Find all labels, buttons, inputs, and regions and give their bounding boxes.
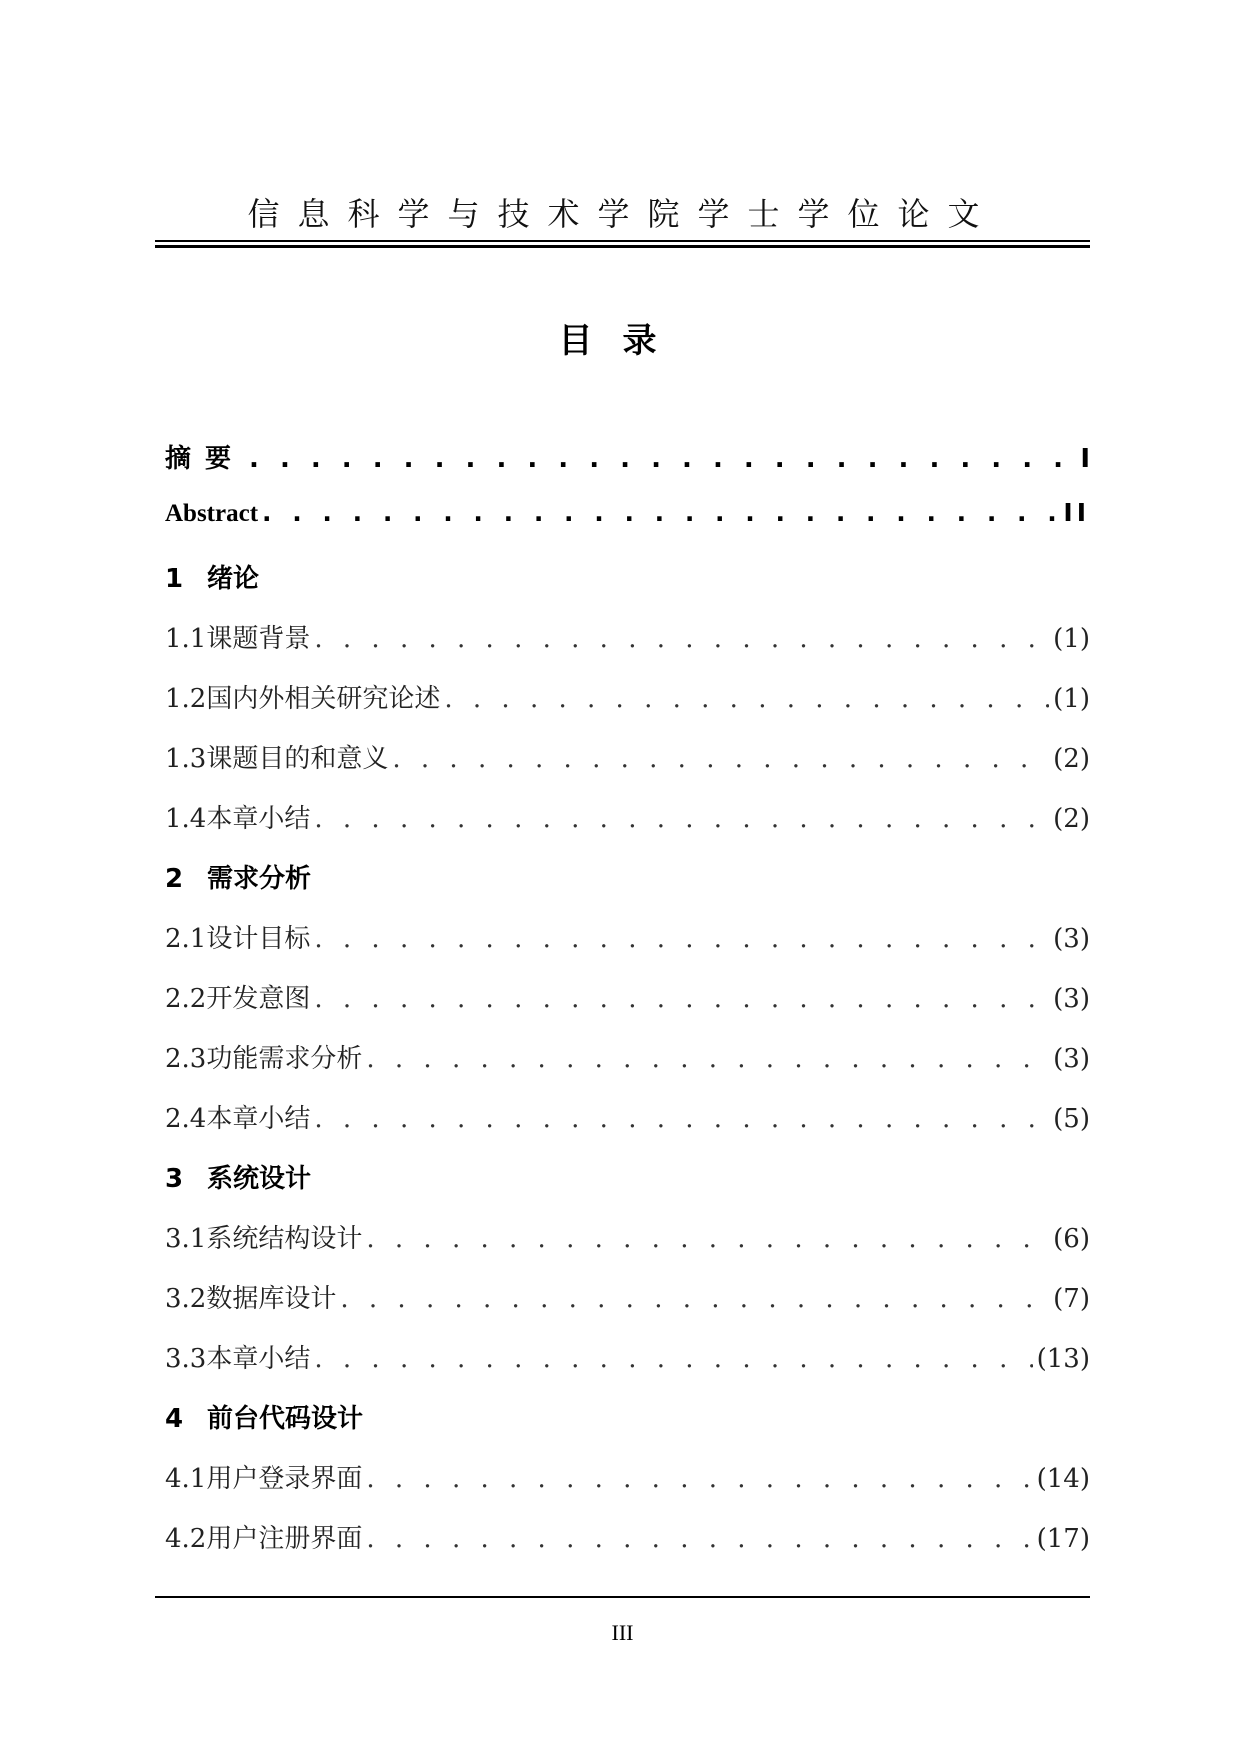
toc-entry-label <box>165 1278 336 1315</box>
running-header: 信息科学与技术学院学士学位论文 <box>247 195 998 233</box>
dot-leader <box>249 444 1076 474</box>
chapter-title: 绪论 <box>207 564 260 594</box>
section-number: 3.3 <box>165 1344 207 1374</box>
section-title: 课题背景 <box>206 624 311 654</box>
section-number: 1.2 <box>165 684 207 714</box>
section-title: 国内外相关研究论述 <box>206 684 441 714</box>
section-number: 3.1 <box>165 1224 207 1254</box>
toc-chapter-heading <box>165 1158 1090 1204</box>
chapter-title: 需求分析 <box>207 864 312 894</box>
section-number: 2.3 <box>165 1044 207 1074</box>
toc-chapter-heading <box>165 1398 1090 1444</box>
dot-leader <box>314 804 1049 834</box>
footer-rule <box>155 1596 1090 1598</box>
dot-leader <box>340 1284 1049 1314</box>
toc-entry <box>165 738 1090 784</box>
toc-chapter-heading <box>165 858 1090 904</box>
dot-leader <box>314 984 1049 1014</box>
toc-entry <box>165 438 1090 484</box>
toc-page-number: II <box>1063 498 1090 527</box>
toc-entry <box>165 1218 1090 1264</box>
section-title: 用户注册界面 <box>206 1524 363 1554</box>
toc-page-number: (5) <box>1053 1104 1090 1134</box>
toc-page-number: I <box>1080 444 1090 474</box>
toc-entry-label <box>165 438 245 475</box>
section-title: 本章小结 <box>206 1104 311 1134</box>
toc-entry-label <box>165 978 310 1015</box>
toc-entry <box>165 1098 1090 1144</box>
toc-entry <box>165 978 1090 1024</box>
section-number: 3.2 <box>165 1284 207 1314</box>
section-number: 1.4 <box>165 804 207 834</box>
toc-entry <box>165 1278 1090 1324</box>
toc-entry-label <box>165 618 310 655</box>
toc-page-number: (13) <box>1036 1344 1090 1374</box>
section-number: 2.1 <box>165 924 207 954</box>
toc-entry <box>165 1518 1090 1564</box>
toc-entry-label <box>165 1518 362 1555</box>
chapter-number: 2 <box>165 864 184 894</box>
toc-entry <box>165 1038 1090 1084</box>
toc-page-number: (17) <box>1036 1524 1090 1554</box>
toc-page-number: (14) <box>1036 1464 1090 1494</box>
toc-entry-label <box>165 798 310 835</box>
toc-page-number: (7) <box>1053 1284 1090 1314</box>
footer-page-number: III <box>611 1620 634 1645</box>
toc-entry-label <box>165 918 310 955</box>
chapter-title: 前台代码设计 <box>207 1404 364 1434</box>
toc-entry <box>165 618 1090 664</box>
header-rule-thick <box>155 245 1090 248</box>
chapter-number: 1 <box>165 564 184 594</box>
section-title: 课题目的和意义 <box>206 744 389 774</box>
toc-entry-label <box>165 500 258 528</box>
toc-entry <box>165 678 1090 724</box>
chapter-number: 4 <box>165 1404 184 1434</box>
section-title: 数据库设计 <box>206 1284 337 1314</box>
toc-entry-label <box>165 1038 362 1075</box>
section-title: 本章小结 <box>206 804 311 834</box>
section-title: 系统结构设计 <box>206 1224 363 1254</box>
section-number: 4.1 <box>165 1464 207 1494</box>
toc-entry <box>165 1338 1090 1384</box>
chapter-number: 3 <box>165 1164 184 1194</box>
toc-page-number: (2) <box>1053 804 1090 834</box>
toc-page-number: (3) <box>1053 1044 1090 1074</box>
section-number: 1.3 <box>165 744 207 774</box>
section-title: 开发意图 <box>206 984 311 1014</box>
toc-entry <box>165 1458 1090 1504</box>
toc-entry-title: 摘要 <box>165 444 246 474</box>
toc-entry-label <box>165 678 440 715</box>
section-number: 4.2 <box>165 1524 207 1554</box>
toc-entry <box>165 918 1090 964</box>
dot-leader <box>366 1464 1032 1494</box>
header-rule-thin <box>155 240 1090 242</box>
dot-leader <box>444 684 1049 714</box>
dot-leader <box>366 1524 1032 1554</box>
toc-entry-label <box>165 738 388 775</box>
toc-page-number: (1) <box>1053 684 1090 714</box>
dot-leader <box>314 1344 1032 1374</box>
section-title: 本章小结 <box>206 1344 311 1374</box>
section-title: 功能需求分析 <box>206 1044 363 1074</box>
section-title: 设计目标 <box>206 924 311 954</box>
toc-entry <box>165 498 1090 544</box>
toc-page-number: (1) <box>1053 624 1090 654</box>
dot-leader <box>314 1104 1049 1134</box>
toc-entry-label <box>165 1218 362 1255</box>
toc-page-number: (3) <box>1053 984 1090 1014</box>
dot-leader <box>392 744 1049 774</box>
toc-title: 目录 <box>558 321 687 361</box>
section-number: 1.1 <box>165 624 207 654</box>
dot-leader <box>262 498 1059 527</box>
dot-leader <box>366 1044 1049 1074</box>
section-title: 用户登录界面 <box>206 1464 363 1494</box>
section-number: 2.2 <box>165 984 207 1014</box>
toc-entry-label <box>165 1098 310 1135</box>
toc-entry-title: Abstract <box>165 500 259 527</box>
toc-entry-label <box>165 1338 310 1375</box>
toc-chapter-heading <box>165 558 1090 604</box>
dot-leader <box>314 924 1049 954</box>
toc-entry-label <box>165 1458 362 1495</box>
dot-leader <box>314 624 1049 654</box>
section-number: 2.4 <box>165 1104 207 1134</box>
toc-page-number: (2) <box>1053 744 1090 774</box>
toc-entry <box>165 798 1090 844</box>
chapter-title: 系统设计 <box>207 1164 312 1194</box>
dot-leader <box>366 1224 1049 1254</box>
toc-page-number: (3) <box>1053 924 1090 954</box>
toc-page-number: (6) <box>1053 1224 1090 1254</box>
